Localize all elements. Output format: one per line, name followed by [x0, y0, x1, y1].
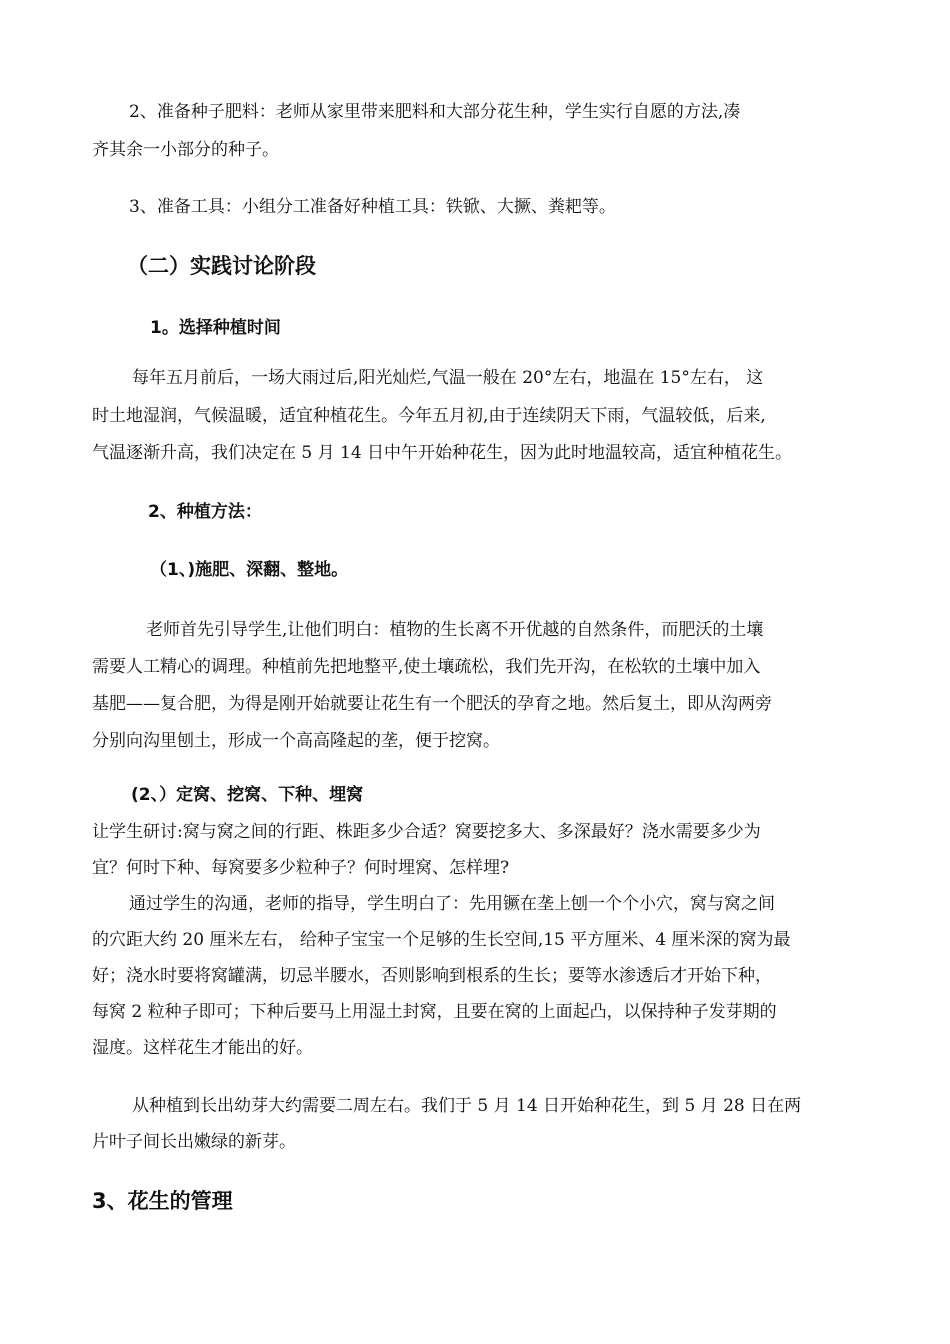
subheading-choose-time: 1。选择种植时间 — [150, 318, 281, 338]
text-line: 通过学生的沟通，老师的指导，学生明白了：先用镢在垄上刨一个个小穴，窝与窝之间 — [129, 894, 775, 914]
text-line: 湿度。这样花生才能出的好。 — [92, 1038, 313, 1058]
subheading-fertilize: （1、)施肥、深翻、整地。 — [150, 560, 349, 580]
text-line: 2、准备种子肥料：老师从家里带来肥料和大部分花生种，学生实行自愿的方法,凑 — [129, 102, 741, 122]
text-line: 需要人工精心的调理。种植前先把地整平,使土壤疏松，我们先开沟，在松软的土壤中加入 — [92, 657, 761, 677]
text-line: 3、准备工具：小组分工准备好种植工具：铁锨、大撅、粪耙等。 — [129, 197, 616, 217]
text-line: 好；浇水时要将窝罐满，切忌半腰水，否则影响到根系的生长；要等水渗透后才开始下种， — [92, 966, 772, 986]
text-line: 分别向沟里刨土，形成一个高高隆起的垄，便于挖窝。 — [92, 731, 500, 751]
text-line: 每窝 2 粒种子即可；下种后要马上用湿土封窝，且要在窝的上面起凸，以保持种子发芽期的 — [92, 1002, 777, 1022]
text-line: 齐其余一小部分的种子。 — [92, 140, 279, 160]
subheading-nest: (2、）定窝、挖窝、下种、埋窝 — [131, 785, 364, 805]
text-line: 每年五月前后，一场大雨过后,阳光灿烂,气温一般在 20°左右，地温在 15°左右， 这 — [132, 368, 764, 388]
text-line: 时土地湿润，气候温暖，适宜种植花生。今年五月初,由于连续阴天下雨，气温较低，后来, — [92, 406, 766, 426]
text-line: 气温逐渐升高，我们决定在 5 月 14 日中午开始种花生，因为此时地温较高，适宜种植花生。 — [92, 443, 793, 463]
text-line: 宜？何时下种、每窝要多少粒种子？何时埋窝、怎样埋? — [92, 858, 510, 878]
section-heading-practice-stage: （二）实践讨论阶段 — [127, 254, 316, 278]
text-line: 老师首先引导学生,让他们明白：植物的生长离不开优越的自然条件，而肥沃的土壤 — [146, 620, 764, 640]
text-line: 基肥——复合肥，为得是刚开始就要让花生有一个肥沃的孕育之地。然后复土，即从沟两旁 — [92, 694, 772, 714]
text-line: 的穴距大约 20 厘米左右， 给种子宝宝一个足够的生长空间,15 平方厘米、4 厘米深的窝为最 — [92, 930, 791, 950]
text-line: 从种植到长出幼芽大约需要二周左右。我们于 5 月 14 日开始种花生，到 5 月 28 日在两 — [132, 1096, 802, 1116]
text-line: 片叶子间长出嫩绿的新芽。 — [92, 1132, 296, 1152]
text-line: 让学生研讨:窝与窝之间的行距、株距多少合适？窝要挖多大、多深最好？浇水需要多少为 — [92, 822, 761, 842]
subheading-planting-method: 2、种植方法： — [148, 502, 262, 522]
section-heading-management: 3、花生的管理 — [92, 1189, 233, 1213]
